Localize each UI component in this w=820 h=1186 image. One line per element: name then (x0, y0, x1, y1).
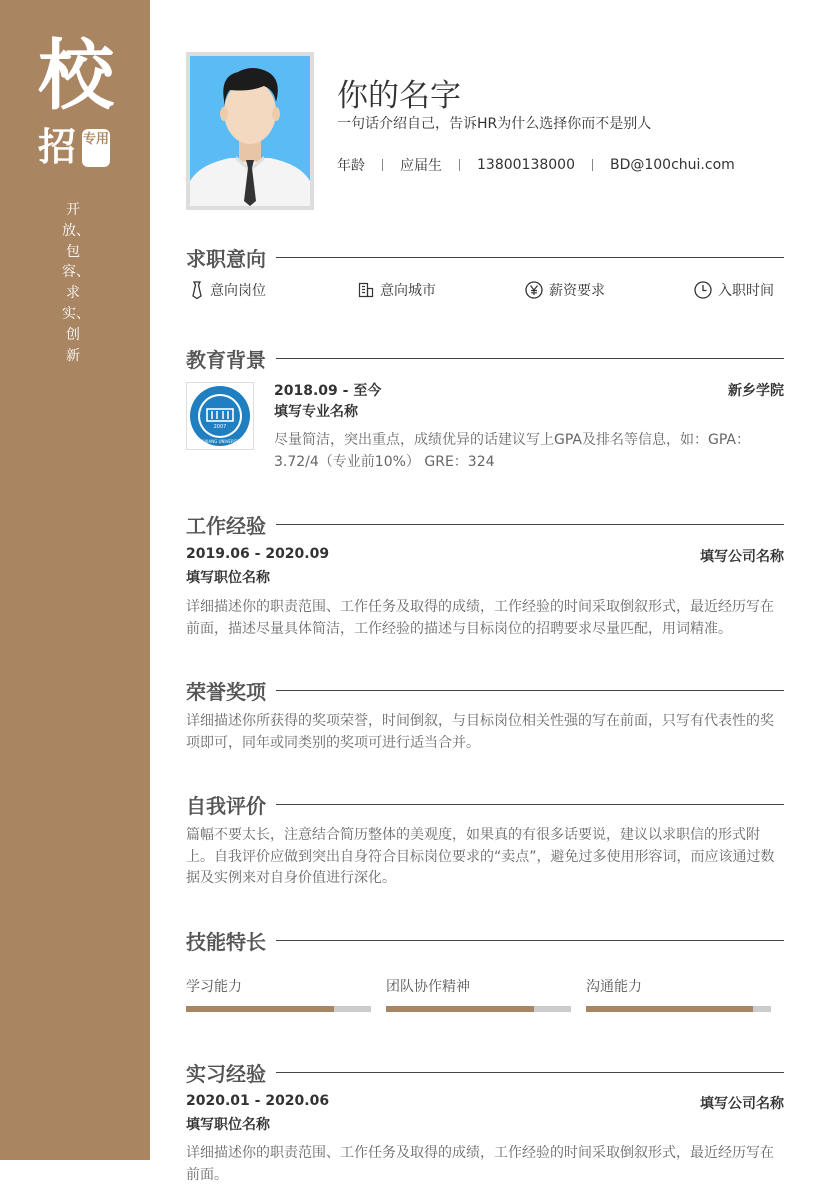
section-divider (276, 358, 784, 359)
section-work-title (186, 511, 784, 537)
section-divider (276, 524, 784, 525)
section-divider (276, 1072, 784, 1073)
intent-position-label: 意向岗位 (210, 283, 266, 299)
intent-city (358, 280, 436, 300)
skill-bar-fill (186, 1006, 334, 1012)
section-skills-title (186, 927, 784, 953)
intent-start-label: 入职时间 (718, 283, 774, 299)
section-work-label: 工作经验 (186, 513, 266, 538)
info-divider (459, 159, 460, 171)
sidebar (0, 0, 150, 1160)
skill-item (186, 976, 371, 996)
work-company: 填写公司名称 (700, 549, 784, 565)
info-email: BD@100chui.com (609, 157, 735, 173)
intern-description: 详细描述你的职责范围、工作任务及取得的成绩，工作经验的时间采取倒叙形式，最近经历写在前面。 (186, 1145, 774, 1183)
intent-salary-label: 薪资要求 (549, 283, 605, 299)
section-self-title (186, 791, 784, 817)
section-intern-title (186, 1059, 784, 1085)
skill-item (386, 976, 571, 996)
skill-item (586, 976, 771, 996)
section-education-title (186, 345, 784, 371)
honors-description: 详细描述你所获得的奖项荣誉，时间倒叙，与目标岗位相关性强的写在前面，只写有代表性的奖项即可，同年或同类别的奖项可进行适当合并。 (186, 713, 774, 751)
section-education-label: 教育背景 (186, 347, 266, 372)
skill-bar (586, 1006, 771, 1012)
section-skills-label: 技能特长 (186, 929, 266, 954)
profile-photo (186, 52, 314, 210)
avatar-illustration-icon (190, 56, 310, 206)
school-emblem (186, 382, 254, 450)
work-position: 填写职位名称 (186, 570, 270, 586)
work-description: 详细描述你的职责范围、工作任务及取得的成绩，工作经验的时间采取倒叙形式，最近经历写在前面，描述尽量具体简洁，工作经验的描述与目标岗位的招聘要求尽量匹配，用词精准。 (186, 599, 774, 637)
tie-icon (190, 281, 204, 299)
info-phone: 13800138000 (477, 157, 575, 173)
info-age: 年龄 (337, 158, 365, 174)
intent-salary (525, 280, 605, 300)
intern-company: 填写公司名称 (700, 1096, 784, 1112)
skill-label: 沟通能力 (586, 979, 642, 995)
logo-character-zhao: 招 (38, 124, 77, 169)
logo-badge: 专用 (82, 129, 110, 167)
emblem-text: XINXIANG UNIVERSITY (197, 439, 243, 444)
skill-bar (186, 1006, 371, 1012)
skill-bar (386, 1006, 571, 1012)
contact-info-row (337, 155, 735, 175)
clock-icon (694, 281, 712, 299)
info-divider (592, 159, 593, 171)
section-intent-title (186, 244, 784, 270)
section-divider (276, 690, 784, 691)
logo-character-xiao: 校 (38, 31, 114, 120)
job-intent-row (186, 280, 784, 302)
section-divider (276, 940, 784, 941)
education-major: 填写专业名称 (274, 404, 358, 420)
section-divider (276, 257, 784, 258)
university-seal-icon (187, 383, 253, 449)
section-honors-title (186, 677, 784, 703)
section-self-label: 自我评价 (186, 793, 266, 818)
candidate-tagline: 一句话介绍自己，告诉HR为什么选择你而不是别人 (337, 116, 652, 132)
skill-bar-fill (586, 1006, 753, 1012)
skill-bar-fill (386, 1006, 534, 1012)
section-divider (276, 804, 784, 805)
skill-label: 团队协作精神 (386, 979, 470, 995)
intern-position: 填写职位名称 (186, 1117, 270, 1133)
building-icon (358, 282, 374, 298)
self-evaluation: 篇幅不要太长，注意结合简历整体的美观度，如果真的有很多话要说，建议以求职信的形式附上。自我评价应做到突出自身符合目标岗位要求的“卖点”，避免过多使用形容词，而应该通过数据及实例来对自身价值进行深化。 (186, 827, 775, 886)
skill-label: 学习能力 (186, 979, 242, 995)
section-intern-label: 实习经验 (186, 1061, 266, 1086)
info-divider (382, 159, 383, 171)
candidate-name: 你的名字 (337, 78, 461, 114)
emblem-year: 2007 (213, 424, 227, 430)
education-school: 新乡学院 (728, 383, 784, 399)
sidebar-motto: 开放、包容、求实、创新 (62, 202, 90, 364)
section-intent-label: 求职意向 (186, 246, 266, 271)
education-date: 2018.09 - 至今 (274, 383, 382, 399)
intent-city-label: 意向城市 (380, 283, 436, 299)
intern-date: 2020.01 - 2020.06 (186, 1093, 330, 1109)
info-status: 应届生 (400, 158, 442, 174)
education-description: 尽量简洁，突出重点，成绩优异的话建议写上GPA及排名等信息，如：GPA：3.72/4（专业前10%） GRE：324 (274, 432, 750, 470)
section-honors-label: 荣誉奖项 (186, 679, 266, 704)
intent-start (694, 280, 774, 300)
intent-position (190, 280, 266, 300)
yen-coin-icon (525, 281, 543, 299)
work-date: 2019.06 - 2020.09 (186, 546, 330, 562)
